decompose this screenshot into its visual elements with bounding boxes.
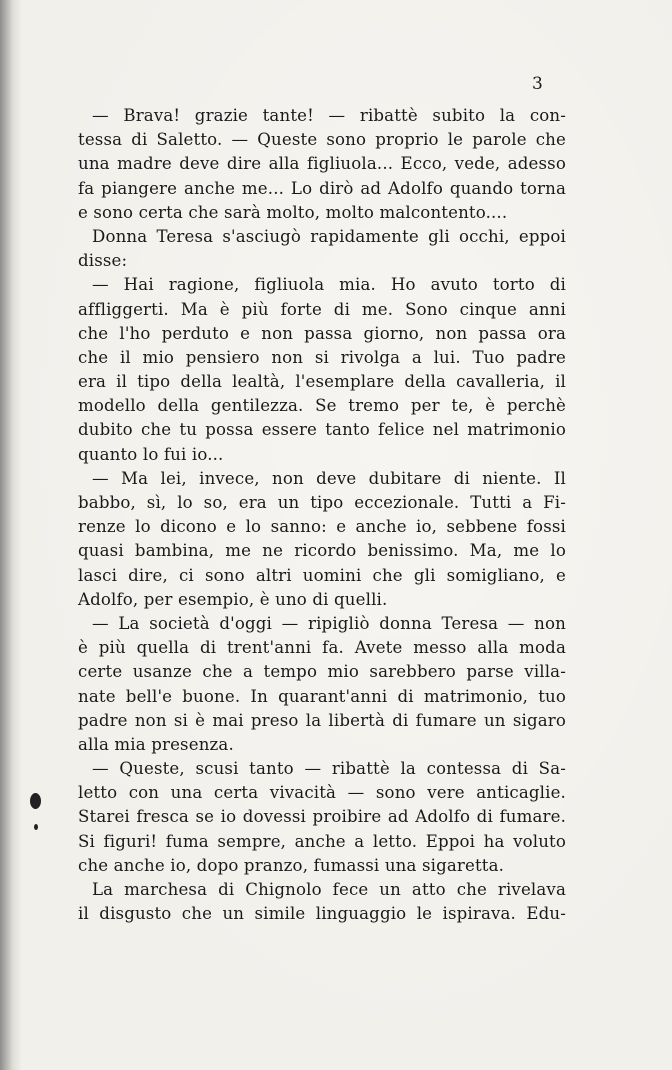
text-line: lasci dire, ci sono altri uomini che gli somigliano, e <box>78 565 566 585</box>
text-line: era il tipo della lealtà, l'esemplare della cavalleria, il <box>78 372 566 392</box>
text-line: modello della gentilezza. Se tremo per te, è perchè <box>78 396 566 416</box>
ink-speck <box>30 793 41 809</box>
text-line: disse: <box>78 251 128 271</box>
text-line: quanto lo fui io... <box>78 444 224 464</box>
text-line: La marchesa di Chignolo fece un atto che rivelava <box>92 880 566 899</box>
text-line: il disgusto che un simile linguaggio le ispirava. Edu- <box>78 904 566 924</box>
text-line: certe usanze che a tempo mio sarebbero parse villa- <box>78 662 566 682</box>
text-line: tessa di Saletto. — Queste sono proprio le parole che <box>78 130 566 150</box>
text-line: Starei fresca se io dovessi proibire ad Adolfo di fumare. <box>78 807 566 827</box>
text-line: che il mio pensiero non si rivolga a lui. Tuo padre <box>78 347 566 367</box>
ink-speck <box>34 824 38 830</box>
text-line: Donna Teresa s'asciugò rapidamente gli occhi, eppoi <box>92 226 566 246</box>
text-line: babbo, sì, lo so, era un tipo eccezionale. Tutti a Fi- <box>78 493 566 512</box>
text-line: — Ma lei, invece, non deve dubitare di niente. Il <box>92 468 566 488</box>
text-line: renze lo dicono e lo sanno: e anche io, sebbene fossi <box>78 517 566 537</box>
text-line: fa piangere anche me... Lo dirò ad Adolfo quando torna <box>78 178 566 198</box>
text-line: che l'ho perduto e non passa giorno, non passa ora <box>78 323 566 343</box>
text-line: Si figuri! fuma sempre, anche a letto. Eppoi ha voluto <box>78 831 566 851</box>
text-line: Adolfo, per esempio, è uno di quelli. <box>78 589 388 609</box>
text-line: padre non si è mai preso la libertà di fumare un sigaro <box>78 710 566 730</box>
text-line: nate bell'e buone. In quarant'anni di matrimonio, tuo <box>78 686 566 706</box>
text-line: e sono certa che sarà molto, molto malcontento.... <box>78 202 508 222</box>
text-line: alla mia presenza. <box>78 734 234 754</box>
text-line: è più quella di trent'anni fa. Avete messo alla moda <box>78 638 566 658</box>
text-line: affliggerti. Ma è più forte di me. Sono cinque anni <box>78 299 566 319</box>
text-line: — Queste, scusi tanto — ribattè la contessa di Sa- <box>92 759 566 779</box>
text-line: dubito che tu possa essere tanto felice nel matrimonio <box>78 420 566 440</box>
text-line: letto con una certa vivacità — sono vere anticaglie. <box>78 783 566 803</box>
body-text <box>78 104 566 926</box>
text-line: — La società d'oggi — ripigliò donna Teresa — non <box>92 613 566 633</box>
text-line: che anche io, dopo pranzo, fumassi una sigaretta. <box>78 855 505 875</box>
page-number: 3 <box>532 74 543 94</box>
text-line: — Brava! grazie tante! — ribattè subito la con- <box>92 106 566 125</box>
text-line: quasi bambina, me ne ricordo benissimo. Ma, me lo <box>78 541 566 561</box>
text-line: una madre deve dire alla figliuola... Ecco, vede, adesso <box>78 154 566 174</box>
page-gutter-shadow <box>0 0 22 1070</box>
text-line: — Hai ragione, figliuola mia. Ho avuto torto di <box>92 275 566 295</box>
